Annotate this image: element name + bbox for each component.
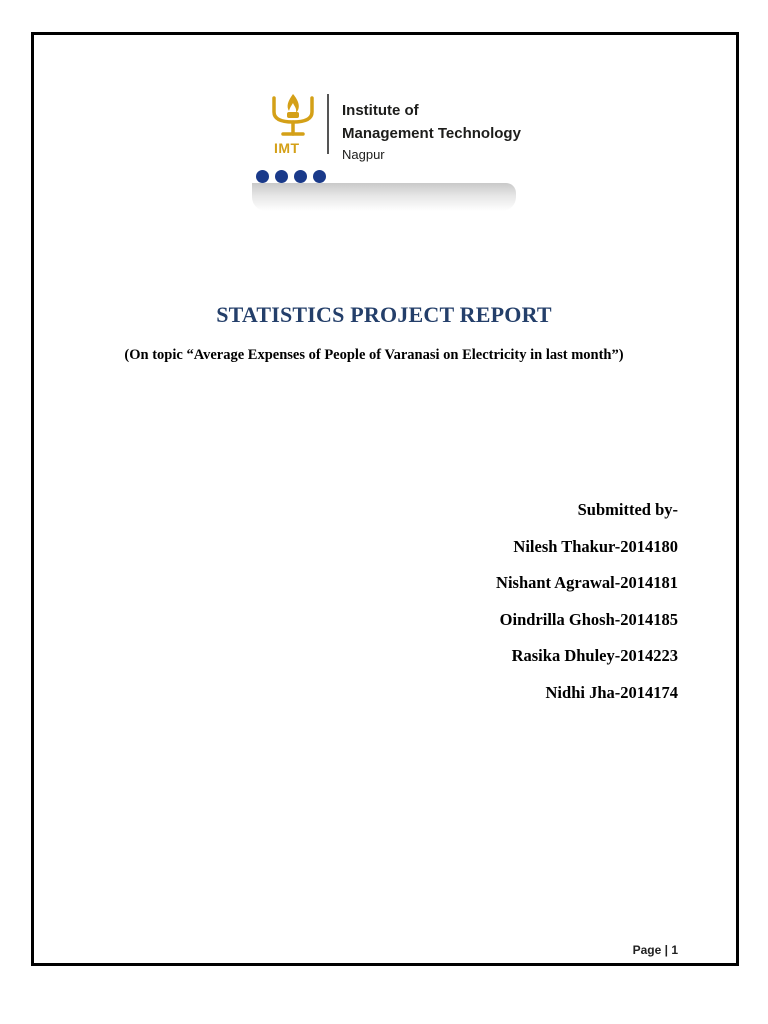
imt-wordmark: IMT <box>274 140 300 156</box>
member-name: Rasika Dhuley-2014223 <box>511 646 678 665</box>
member-name: Nidhi Jha-2014174 <box>545 682 678 702</box>
member-name: Nilesh Thakur-2014180 <box>513 536 678 556</box>
torch-emblem-icon <box>270 90 316 136</box>
logo-dot <box>313 170 326 183</box>
institute-name-line-1: Institute of <box>342 102 419 119</box>
institute-logo <box>252 90 522 215</box>
page-number: Page | 1 <box>632 943 678 957</box>
submission-block <box>496 492 678 711</box>
logo-divider <box>327 94 329 154</box>
member-name: Oindrilla Ghosh-2014185 <box>499 609 678 629</box>
logo-dot <box>275 170 288 183</box>
logo-dot <box>256 170 269 183</box>
logo-swoosh <box>252 183 516 211</box>
institute-name-line-2: Management Technology <box>342 125 521 142</box>
submitted-by-heading: Submitted by- <box>577 500 678 519</box>
report-subtitle: (On topic “Average Expenses of People of Varanasi on Electricity in last month”) <box>124 347 624 363</box>
institute-location: Nagpur <box>342 147 385 162</box>
member-name: Nishant Agrawal-2014181 <box>496 573 678 592</box>
report-title: STATISTICS PROJECT REPORT <box>216 302 552 327</box>
logo-dot <box>294 170 307 183</box>
